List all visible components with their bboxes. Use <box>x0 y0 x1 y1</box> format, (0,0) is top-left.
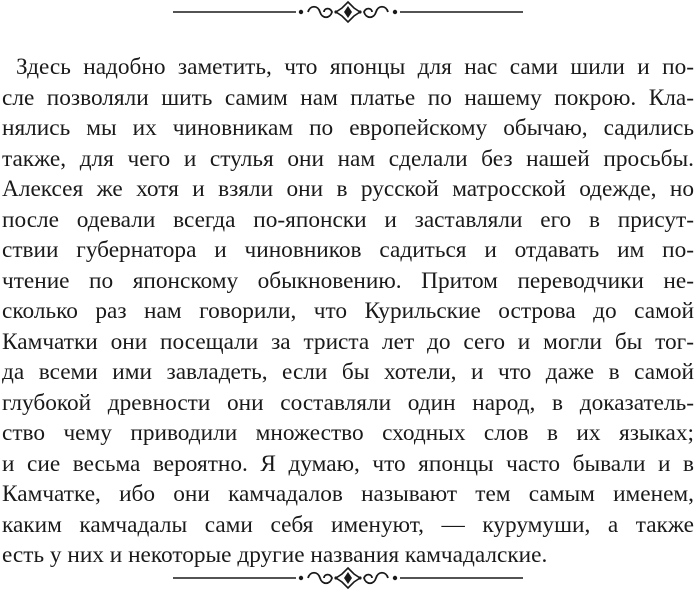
text-line: Камчатке, ибо они камчадалов называют тем самым именем, <box>2 481 694 507</box>
text-line: да всеми ими завладеть, если бы хотели, и что даже в самой <box>2 359 694 385</box>
text-line: ство чему приводили множество сходных слов в их языках; <box>2 420 694 446</box>
text-line: и сие весьма вероятно. Я думаю, что японцы часто бывали и в <box>2 450 694 477</box>
text-line: есть у них и некоторые другие названия камчадалские. <box>2 542 548 568</box>
text-line: каким камчадалы сами себя именуют, — курумуши, а также <box>2 511 694 538</box>
text-line: сле позволяли шить самим нам платье по нашему покрою. Кла- <box>2 84 694 111</box>
fleuron-icon <box>168 0 528 24</box>
fleuron-icon <box>168 566 528 590</box>
text-line: чтение по японскому обыкновению. Притом переводчики не- <box>2 267 694 294</box>
text-line: Здесь надобно заметить, что японцы для нас сами шили и по- <box>16 54 694 80</box>
text-line: ствии губернатора и чиновников садиться и отдавать им по- <box>2 237 694 263</box>
text-line: после одевали всегда по-японски и заставляли его в присут- <box>2 206 694 233</box>
text-line: также, для чего и стулья они нам сделали без нашей просьбы. <box>2 145 694 172</box>
text-line: сколько раз нам говорили, что Курильские острова до самой <box>2 298 694 324</box>
body-paragraph <box>2 52 694 571</box>
text-line: нялись мы их чиновникам по европейскому обычаю, садились <box>2 115 694 141</box>
text-line: Алексея же хотя и взяли они в русской матросской одежде, но <box>2 176 694 202</box>
text-line: глубокой древности они составляли один народ, в доказатель- <box>2 389 694 416</box>
bottom-ornament-divider <box>0 566 696 590</box>
text-line: Камчатки они посещали за триста лет до сего и могли бы тог- <box>2 328 694 355</box>
top-ornament-divider <box>0 0 696 24</box>
